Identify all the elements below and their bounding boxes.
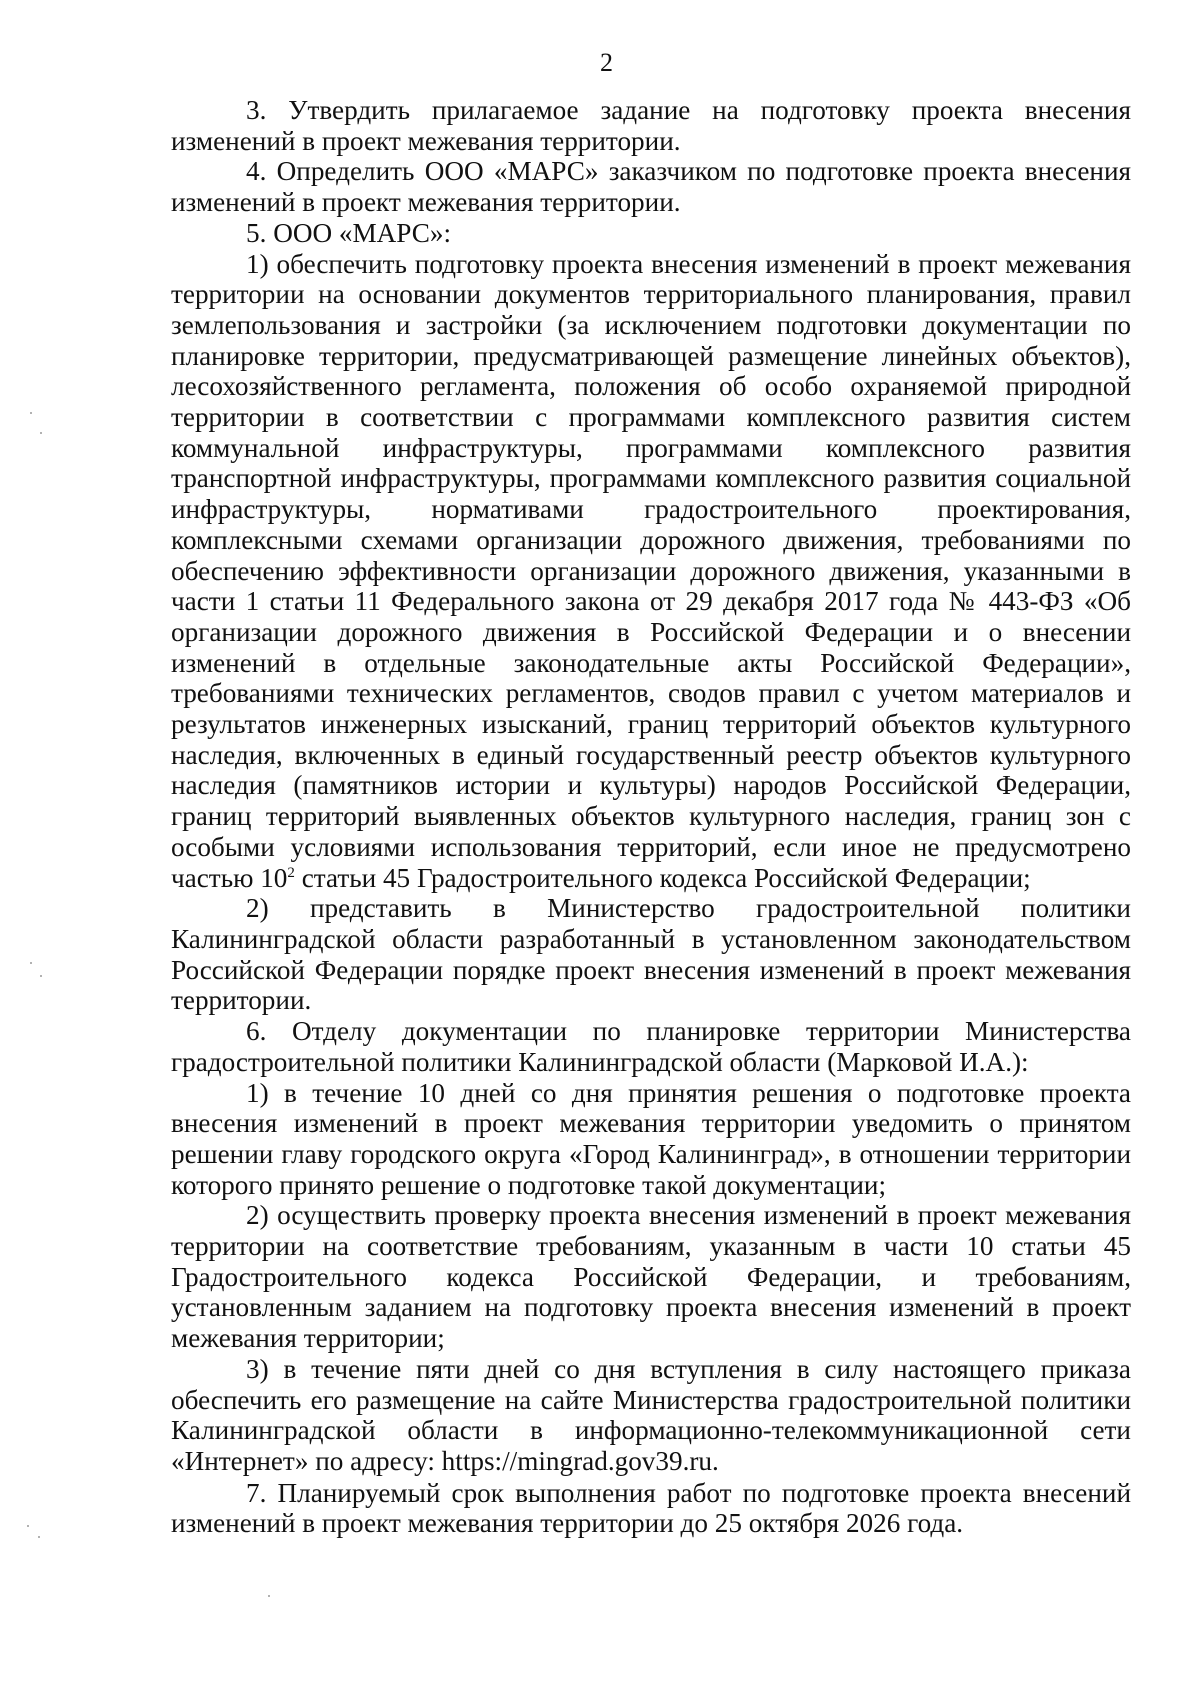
paragraph-5-2: 2) представить в Министерство градостроительной политики Калининградской области разработанный в установленном законодательством Российской Федерации порядке проект внесения изменений в проект межевания территории. — [171, 893, 1131, 1016]
scan-speck — [27, 1525, 29, 1527]
paragraph-6-2: 2) осуществить проверку проекта внесения изменений в проект межевания территории на соответствие требованиям, указанным в части 10 статьи 45 Градостроительного кодекса Российской Федерации, и требованиям, установленным заданием на подготовку проекта внесения изменений в проект межевания территории; — [171, 1200, 1131, 1354]
paragraph-6-3: 3) в течение пяти дней со дня вступления в силу настоящего приказа обеспечить его размещение на сайте Министерства градостроительной политики Калининградской области в информационно-телекоммуникационной сети «Интернет» по адресу: https://mingrad.gov39.ru. — [171, 1353, 1131, 1476]
paragraph-5-1-text-end: статьи 45 Градостроительного кодекса Российской Федерации; — [294, 862, 1031, 893]
paragraph-4: 4. Определить ООО «МАРС» заказчиком по подготовке проекта внесения изменений в проект межевания территории. — [171, 156, 1131, 218]
paragraph-5-1 — [171, 249, 1131, 894]
scan-speck — [40, 975, 42, 977]
scan-speck — [40, 432, 42, 434]
paragraph-5-1-text: 1) обеспечить подготовку проекта внесения изменений в проект межевания территории на основании документов территориального планирования, правил землепользования и застройки (за исключением подготовки документации по планировке территории, предусматривающей размещение линейных объектов), лесохозяйственного регламента, положения об особо охраняемой природной территории в соответствии с программами комплексного развития систем коммунальной инфраструктуры, программами комплексного развития транспортной инфраструктуры, программами комплексного развития социальной инфраструктуры, нормативами градостроительного проектирования, комплексными схемами организации дорожного движения, требованиями по обеспечению эффективности организации дорожного движения, указанными в части 1 статьи 11 Федерального закона от 29 декабря 2017 года № 443-ФЗ «Об организации дорожного движения в Российской Федерации и о внесении изменений в отдельные законодательные акты Российской Федерации», требованиями технических регламентов, сводов правил с учетом материалов и результатов инженерных изысканий, границ территорий объектов культурного наследия, включенных в единый государственный реестр объектов культурного наследия (памятников истории и культуры) народов Российской Федерации, границ территорий выявленных объектов культурного наследия, границ зон с особыми условиями использования территорий, если иное не предусмотрено частью 10 — [171, 248, 1131, 893]
scan-speck — [30, 962, 32, 964]
scan-speck — [268, 1595, 270, 1597]
paragraph-6-1: 1) в течение 10 дней со дня принятия решения о подготовке проекта внесения изменений в проект межевания территории уведомить о принятом решении главу городского округа «Город Калининград», в отношении территории которого принято решение о подготовке такой документации; — [171, 1077, 1131, 1200]
paragraph-5: 5. ООО «МАРС»: — [246, 217, 452, 248]
paragraph-7: 7. Планируемый срок выполнения работ по подготовке проекта внесений изменений в проект межевания территории до 25 октября 2026 года. — [171, 1477, 1131, 1539]
paragraph-6: 6. Отделу документации по планировке территории Министерства градостроительной политики Калининградской области (Марковой И.А.): — [171, 1016, 1131, 1077]
scan-speck — [30, 412, 32, 414]
document-body — [171, 95, 1131, 1539]
page-number: 2 — [600, 48, 613, 77]
paragraph-3: 3. Утвердить прилагаемое задание на подготовку проекта внесения изменений в проект межевания территории. — [171, 95, 1131, 156]
superscript: 2 — [287, 864, 295, 881]
scan-speck — [38, 1536, 40, 1538]
